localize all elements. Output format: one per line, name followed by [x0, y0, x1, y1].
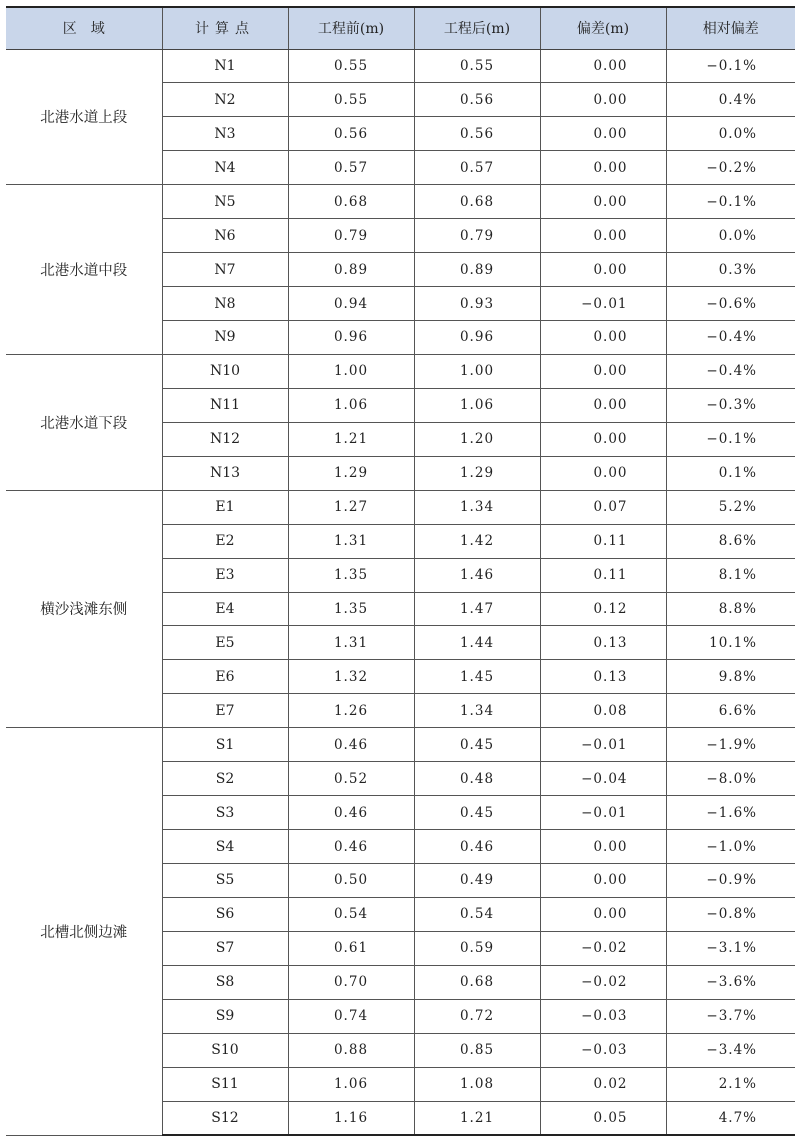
before-value-cell: 0.57	[288, 151, 414, 185]
before-value-cell: 0.46	[288, 728, 414, 762]
deviation-cell: 0.05	[540, 1101, 666, 1135]
deviation-cell: 0.00	[540, 321, 666, 355]
deviation-cell: 0.12	[540, 592, 666, 626]
before-value-cell: 0.50	[288, 864, 414, 898]
before-value-cell: 1.21	[288, 422, 414, 456]
calc-point-cell: N3	[162, 117, 288, 151]
table-row	[6, 354, 795, 388]
header-calc-point: 计算点	[162, 7, 288, 49]
calc-point-cell: S6	[162, 897, 288, 931]
relative-deviation-cell: 8.1%	[666, 558, 795, 592]
deviation-cell: −0.03	[540, 999, 666, 1033]
before-value-cell: 1.26	[288, 694, 414, 728]
deviation-cell: 0.00	[540, 830, 666, 864]
relative-deviation-cell: 2.1%	[666, 1067, 795, 1101]
relative-deviation-cell: 9.8%	[666, 660, 795, 694]
relative-deviation-cell: −0.1%	[666, 49, 795, 83]
after-value-cell: 0.45	[414, 796, 540, 830]
before-value-cell: 0.52	[288, 762, 414, 796]
after-value-cell: 1.34	[414, 490, 540, 524]
deviation-cell: 0.11	[540, 524, 666, 558]
after-value-cell: 0.46	[414, 830, 540, 864]
before-value-cell: 0.70	[288, 965, 414, 999]
calc-point-cell: N9	[162, 321, 288, 355]
calc-point-cell: S2	[162, 762, 288, 796]
before-value-cell: 0.61	[288, 931, 414, 965]
after-value-cell: 0.68	[414, 185, 540, 219]
calc-point-cell: S8	[162, 965, 288, 999]
relative-deviation-cell: 6.6%	[666, 694, 795, 728]
after-value-cell: 0.48	[414, 762, 540, 796]
deviation-cell: 0.11	[540, 558, 666, 592]
relative-deviation-cell: 0.0%	[666, 219, 795, 253]
relative-deviation-cell: 0.1%	[666, 456, 795, 490]
calc-point-cell: N2	[162, 83, 288, 117]
calc-point-cell: N4	[162, 151, 288, 185]
after-value-cell: 0.56	[414, 83, 540, 117]
deviation-cell: −0.01	[540, 287, 666, 321]
table-row	[6, 49, 795, 83]
after-value-cell: 1.42	[414, 524, 540, 558]
calc-point-cell: N1	[162, 49, 288, 83]
after-value-cell: 0.85	[414, 1033, 540, 1067]
calc-point-cell: S3	[162, 796, 288, 830]
relative-deviation-cell: 8.6%	[666, 524, 795, 558]
after-value-cell: 1.08	[414, 1067, 540, 1101]
calc-point-cell: N11	[162, 388, 288, 422]
before-value-cell: 0.55	[288, 83, 414, 117]
calc-point-cell: N5	[162, 185, 288, 219]
calc-point-cell: S1	[162, 728, 288, 762]
deviation-cell: −0.01	[540, 728, 666, 762]
deviation-cell: 0.08	[540, 694, 666, 728]
deviation-cell: −0.01	[540, 796, 666, 830]
after-value-cell: 0.79	[414, 219, 540, 253]
table-header	[6, 7, 795, 49]
calc-point-cell: E4	[162, 592, 288, 626]
header-deviation: 偏差(m)	[540, 7, 666, 49]
after-value-cell: 1.20	[414, 422, 540, 456]
deviation-cell: 0.00	[540, 422, 666, 456]
calc-point-cell: E5	[162, 626, 288, 660]
before-value-cell: 1.06	[288, 1067, 414, 1101]
before-value-cell: 1.32	[288, 660, 414, 694]
relative-deviation-cell: 0.3%	[666, 253, 795, 287]
before-value-cell: 1.29	[288, 456, 414, 490]
before-value-cell: 0.94	[288, 287, 414, 321]
region-cell: 横沙浅滩东侧	[6, 490, 162, 728]
relative-deviation-cell: 0.4%	[666, 83, 795, 117]
relative-deviation-cell: −3.1%	[666, 931, 795, 965]
table-body	[6, 49, 795, 1135]
after-value-cell: 0.96	[414, 321, 540, 355]
calc-point-cell: E3	[162, 558, 288, 592]
calc-point-cell: S10	[162, 1033, 288, 1067]
water-level-comparison-table	[6, 6, 795, 1136]
relative-deviation-cell: −0.2%	[666, 151, 795, 185]
deviation-cell: 0.00	[540, 388, 666, 422]
deviation-cell: 0.00	[540, 151, 666, 185]
relative-deviation-cell: −0.4%	[666, 321, 795, 355]
after-value-cell: 0.68	[414, 965, 540, 999]
before-value-cell: 0.46	[288, 796, 414, 830]
relative-deviation-cell: −0.1%	[666, 422, 795, 456]
before-value-cell: 0.96	[288, 321, 414, 355]
deviation-cell: 0.00	[540, 49, 666, 83]
after-value-cell: 0.54	[414, 897, 540, 931]
deviation-cell: 0.00	[540, 253, 666, 287]
calc-point-cell: E1	[162, 490, 288, 524]
header-row	[6, 7, 795, 49]
before-value-cell: 0.54	[288, 897, 414, 931]
before-value-cell: 1.00	[288, 354, 414, 388]
relative-deviation-cell: −3.4%	[666, 1033, 795, 1067]
relative-deviation-cell: −1.0%	[666, 830, 795, 864]
calc-point-cell: N12	[162, 422, 288, 456]
before-value-cell: 0.56	[288, 117, 414, 151]
after-value-cell: 0.57	[414, 151, 540, 185]
deviation-cell: 0.13	[540, 660, 666, 694]
deviation-cell: −0.02	[540, 931, 666, 965]
before-value-cell: 1.06	[288, 388, 414, 422]
relative-deviation-cell: −0.4%	[666, 354, 795, 388]
calc-point-cell: E2	[162, 524, 288, 558]
after-value-cell: 1.45	[414, 660, 540, 694]
region-cell: 北槽北侧边滩	[6, 728, 162, 1135]
relative-deviation-cell: −3.7%	[666, 999, 795, 1033]
calc-point-cell: E7	[162, 694, 288, 728]
relative-deviation-cell: −8.0%	[666, 762, 795, 796]
relative-deviation-cell: −0.1%	[666, 185, 795, 219]
after-value-cell: 0.89	[414, 253, 540, 287]
deviation-cell: 0.13	[540, 626, 666, 660]
relative-deviation-cell: −0.8%	[666, 897, 795, 931]
deviation-cell: 0.00	[540, 354, 666, 388]
after-value-cell: 0.56	[414, 117, 540, 151]
region-cell: 北港水道上段	[6, 49, 162, 185]
calc-point-cell: S4	[162, 830, 288, 864]
relative-deviation-cell: 10.1%	[666, 626, 795, 660]
before-value-cell: 0.74	[288, 999, 414, 1033]
after-value-cell: 0.93	[414, 287, 540, 321]
relative-deviation-cell: −3.6%	[666, 965, 795, 999]
before-value-cell: 0.55	[288, 49, 414, 83]
after-value-cell: 1.29	[414, 456, 540, 490]
calc-point-cell: S12	[162, 1101, 288, 1135]
before-value-cell: 1.27	[288, 490, 414, 524]
relative-deviation-cell: −1.6%	[666, 796, 795, 830]
calc-point-cell: N10	[162, 354, 288, 388]
after-value-cell: 1.47	[414, 592, 540, 626]
after-value-cell: 1.21	[414, 1101, 540, 1135]
before-value-cell: 0.88	[288, 1033, 414, 1067]
calc-point-cell: S9	[162, 999, 288, 1033]
after-value-cell: 1.00	[414, 354, 540, 388]
calc-point-cell: N13	[162, 456, 288, 490]
header-before: 工程前(m)	[288, 7, 414, 49]
header-relative-deviation: 相对偏差	[666, 7, 795, 49]
before-value-cell: 0.68	[288, 185, 414, 219]
header-after: 工程后(m)	[414, 7, 540, 49]
region-cell: 北港水道下段	[6, 354, 162, 490]
deviation-cell: −0.02	[540, 965, 666, 999]
region-cell: 北港水道中段	[6, 185, 162, 355]
calc-point-cell: E6	[162, 660, 288, 694]
before-value-cell: 1.31	[288, 524, 414, 558]
header-region: 区 域	[6, 7, 162, 49]
after-value-cell: 1.46	[414, 558, 540, 592]
relative-deviation-cell: −0.6%	[666, 287, 795, 321]
before-value-cell: 1.31	[288, 626, 414, 660]
before-value-cell: 0.46	[288, 830, 414, 864]
after-value-cell: 0.72	[414, 999, 540, 1033]
relative-deviation-cell: 4.7%	[666, 1101, 795, 1135]
deviation-cell: −0.04	[540, 762, 666, 796]
relative-deviation-cell: −0.3%	[666, 388, 795, 422]
table-row	[6, 185, 795, 219]
after-value-cell: 1.34	[414, 694, 540, 728]
before-value-cell: 0.79	[288, 219, 414, 253]
relative-deviation-cell: −1.9%	[666, 728, 795, 762]
deviation-cell: −0.03	[540, 1033, 666, 1067]
table-row	[6, 490, 795, 524]
before-value-cell: 1.35	[288, 558, 414, 592]
table-row	[6, 728, 795, 762]
calc-point-cell: N6	[162, 219, 288, 253]
deviation-cell: 0.02	[540, 1067, 666, 1101]
relative-deviation-cell: 5.2%	[666, 490, 795, 524]
deviation-cell: 0.00	[540, 897, 666, 931]
calc-point-cell: N8	[162, 287, 288, 321]
after-value-cell: 0.55	[414, 49, 540, 83]
calc-point-cell: S5	[162, 864, 288, 898]
deviation-cell: 0.00	[540, 83, 666, 117]
calc-point-cell: S11	[162, 1067, 288, 1101]
after-value-cell: 0.45	[414, 728, 540, 762]
after-value-cell: 0.49	[414, 864, 540, 898]
before-value-cell: 1.16	[288, 1101, 414, 1135]
after-value-cell: 0.59	[414, 931, 540, 965]
relative-deviation-cell: −0.9%	[666, 864, 795, 898]
calc-point-cell: N7	[162, 253, 288, 287]
after-value-cell: 1.06	[414, 388, 540, 422]
calc-point-cell: S7	[162, 931, 288, 965]
before-value-cell: 1.35	[288, 592, 414, 626]
relative-deviation-cell: 8.8%	[666, 592, 795, 626]
deviation-cell: 0.00	[540, 185, 666, 219]
deviation-cell: 0.00	[540, 219, 666, 253]
deviation-cell: 0.00	[540, 456, 666, 490]
relative-deviation-cell: 0.0%	[666, 117, 795, 151]
deviation-cell: 0.00	[540, 117, 666, 151]
deviation-cell: 0.00	[540, 864, 666, 898]
before-value-cell: 0.89	[288, 253, 414, 287]
deviation-cell: 0.07	[540, 490, 666, 524]
after-value-cell: 1.44	[414, 626, 540, 660]
data-table-container	[6, 6, 795, 1136]
